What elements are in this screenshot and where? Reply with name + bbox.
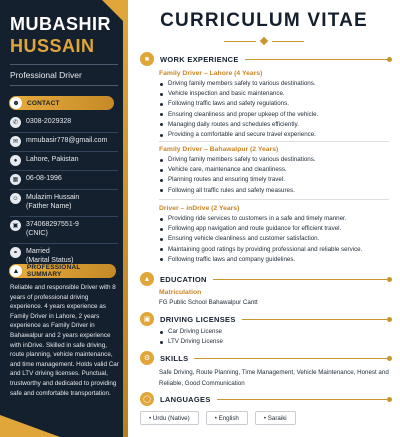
job-bullets-indrive (159, 214, 389, 265)
location-icon: ● (10, 155, 21, 166)
contact-divider (10, 132, 118, 133)
sidebar (0, 0, 128, 437)
job-title-lahore: Family Driver – Lahore (4 Years) (159, 70, 263, 77)
list-item: Following app navigation and route guidance for efficient travel. (159, 224, 389, 234)
skills-text: Safe Driving, Route Planning, Time Management, Vehicle Maintenance, Honest and Reliable, Good Communication (159, 369, 389, 387)
contact-divider (10, 216, 118, 217)
language-badge: • Urdu (Native) (140, 411, 199, 425)
summary-text: Reliable and responsible Driver with 8 years of professional driving experience. 4 years experience as Family Driver in Lahore, 2 years experience as Family Driver in Bahawalpur and 2 years experience with inDrive. Skilled in safe driving, route planning, vehicle maintenance, and time management. Holds valid Car and LTV driving licenses. Punctual, trustworthy and dedicated to providing safe and comfortable transportation. (10, 284, 119, 397)
page-title: CURRICULUM VITAE (160, 10, 368, 31)
education-label: EDUCATION (160, 274, 207, 284)
calendar-icon: ▦ (10, 174, 21, 185)
phone-icon: ✆ (10, 117, 21, 128)
contact-marital (10, 247, 120, 265)
marital-caption: (Marital Status) (26, 257, 74, 264)
work-experience-heading (140, 52, 390, 66)
person-icon: ☺ (10, 193, 21, 204)
list-item: Vehicle care, maintenance and cleanliness. (159, 165, 389, 175)
contact-location (10, 155, 120, 166)
contact-cnic (10, 220, 120, 238)
summary-heading (10, 264, 116, 278)
education-heading (140, 272, 390, 286)
list-item: Following all traffic rules and safety measures. (159, 186, 389, 196)
contact-divider (10, 189, 118, 190)
list-item: Managing daily routes and schedules efficiently. (159, 120, 389, 130)
email-icon: ✉ (10, 136, 21, 147)
list-item: Maintaining good ratings by providing professional and reliable service. (159, 245, 389, 255)
contact-divider (10, 243, 118, 244)
job-title-bahawalpur: Family Driver – Bahawalpur (2 Years) (159, 146, 279, 153)
list-item: Car Driving License (159, 327, 389, 337)
job-divider (159, 141, 389, 142)
main-content (128, 0, 400, 437)
cnic-caption: (CNIC) (26, 230, 48, 237)
work-experience-label: WORK EXPERIENCE (160, 54, 239, 64)
licenses-heading (140, 312, 390, 326)
job-divider (159, 199, 389, 200)
languages-label: LANGUAGES (160, 394, 211, 404)
contact-dob (10, 174, 120, 185)
last-name: HUSSAIN (10, 36, 95, 56)
list-item: Providing a comfortable and secure travel experience. (159, 130, 389, 140)
title-divider-bottom (10, 85, 118, 86)
skills-heading (140, 351, 390, 365)
contact-heading-label: CONTACT (27, 99, 60, 107)
contact-father (10, 193, 120, 211)
title-divider (10, 64, 118, 65)
education-degree: Matriculation (159, 289, 202, 296)
contact-phone-text: 0308-2029328 (26, 118, 72, 125)
graduation-cap-icon: ▲ (140, 272, 154, 286)
id-card-icon: ▣ (10, 220, 21, 231)
rings-icon: ⚭ (10, 247, 21, 258)
list-item: Driving family members safely to various destinations. (159, 155, 389, 165)
contact-email (10, 136, 120, 147)
language-badge: • English (206, 411, 248, 425)
list-item: Following traffic laws and company guidelines. (159, 255, 389, 265)
first-name: MUBASHIR (10, 14, 111, 34)
globe-icon: ◯ (140, 392, 154, 406)
education-school: FG Public School Bahawalpur Cantt (159, 299, 258, 306)
languages-heading (140, 392, 390, 406)
contact-phone (10, 117, 120, 128)
title-ornament (224, 39, 304, 45)
gear-icon: ⚙ (140, 351, 154, 365)
licenses-list (159, 327, 389, 347)
list-item: Providing ride services to customers in a safe and timely manner. (159, 214, 389, 224)
list-item: Driving family members safely to various destinations. (159, 79, 389, 89)
contact-dob-text: 06-08-1996 (26, 175, 62, 182)
job-title: Professional Driver (10, 70, 82, 80)
briefcase-icon: ▲ (9, 264, 23, 278)
list-item: Vehicle inspection and basic maintenance. (159, 89, 389, 99)
languages-list (140, 411, 390, 425)
skills-label: SKILLS (160, 353, 189, 363)
job-bullets-lahore (159, 79, 389, 140)
marital-text: Married (26, 248, 50, 255)
list-item: LTV Driving License (159, 337, 389, 347)
diamond-icon (260, 37, 268, 45)
contact-email-text: mmubasir778@gmail.com (26, 137, 108, 144)
father-name-caption: (Father Name) (26, 203, 72, 210)
corner-decoration-bottom (0, 415, 60, 437)
contact-location-text: Lahore, Pakistan (26, 156, 79, 163)
contact-divider (10, 170, 118, 171)
list-item: Following traffic laws and safety regulations. (159, 99, 389, 109)
contact-icon: ☻ (9, 96, 23, 110)
language-badge: • Saraiki (255, 411, 296, 425)
job-title-indrive: Driver – inDrive (2 Years) (159, 205, 240, 212)
contact-heading (10, 96, 114, 110)
license-card-icon: ▣ (140, 312, 154, 326)
job-bullets-bahawalpur (159, 155, 389, 196)
list-item: Ensuring cleanliness and proper upkeep of the vehicle. (159, 110, 389, 120)
contact-divider (10, 151, 118, 152)
briefcase-icon: ■ (140, 52, 154, 66)
list-item: Ensuring vehicle cleanliness and customer satisfaction. (159, 234, 389, 244)
summary-heading-label: PROFESSIONAL SUMMARY (26, 264, 81, 278)
cnic-text: 374068297551-9 (26, 221, 79, 228)
father-name-text: Mulazim Hussain (26, 194, 80, 201)
licenses-label: DRIVING LICENSES (160, 314, 236, 324)
list-item: Planning routes and ensuring timely travel. (159, 175, 389, 185)
